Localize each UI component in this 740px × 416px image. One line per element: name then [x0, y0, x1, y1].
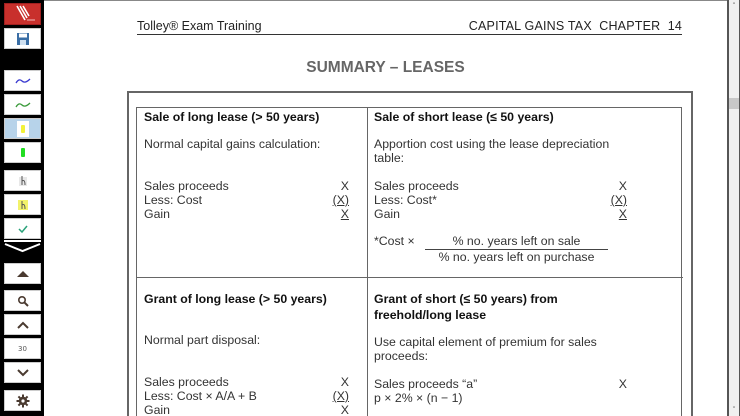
double-chevron-down-icon [4, 240, 41, 256]
chevron-down-icon [16, 369, 30, 377]
annotation-toolbar [0, 0, 44, 416]
calc-label: Sales proceeds [144, 375, 229, 389]
calc-row [144, 179, 349, 193]
cell-heading: Sale of short lease (≤ 50 years) [374, 110, 554, 124]
calc-value: X [618, 179, 627, 193]
cell-description: Use capital element of premium for sales proceeds: [374, 335, 597, 363]
scroll-top-button[interactable] [4, 263, 41, 284]
app-logo-button[interactable] [4, 3, 41, 25]
calc-label: Sales proceeds [144, 179, 229, 193]
cell-sale-long-lease [144, 109, 349, 221]
magnifier-icon [17, 295, 29, 307]
cell-heading: Grant of short (≤ 50 years) from freehold/long lease [374, 292, 558, 322]
formula-prefix: *Cost × [374, 234, 415, 248]
collapse-toolbar-button[interactable] [4, 240, 41, 256]
cell-description: Normal part disposal: [144, 333, 261, 347]
text-highlight-button[interactable] [4, 194, 41, 215]
calc-value: X [340, 179, 349, 193]
scrollbar-thumb[interactable] [729, 98, 739, 109]
blue-pen-stroke-icon [15, 76, 31, 86]
lease-summary-table [136, 107, 682, 416]
calc-label: Gain [144, 207, 170, 221]
text-highlight-icon [16, 198, 30, 212]
cost-apportion-formula [374, 234, 634, 266]
vertical-scrollbar[interactable] [727, 0, 740, 416]
green-highlighter-button[interactable] [4, 142, 41, 163]
green-highlighter-icon [19, 147, 27, 159]
table-divider-vertical [367, 108, 368, 416]
calc-label: Sales proceeds “a” [374, 377, 478, 391]
settings-button[interactable] [4, 390, 41, 411]
calc-label: Sales proceeds [374, 179, 459, 193]
gear-icon [16, 394, 30, 408]
save-button[interactable] [4, 28, 41, 49]
triangle-up-icon [16, 270, 30, 278]
check-button[interactable] [4, 218, 41, 239]
page-number-field[interactable] [4, 338, 41, 359]
cell-description: Normal capital gains calculation: [144, 137, 321, 151]
calc-row [144, 389, 349, 403]
text-select-button[interactable] [4, 170, 41, 191]
calc-row [144, 207, 349, 221]
formula-denominator: % no. years left on purchase [438, 250, 595, 264]
calc-value: (X) [332, 389, 349, 403]
search-button[interactable] [4, 290, 41, 311]
cell-grant-short-lease [374, 291, 627, 405]
calc-value: X [618, 377, 627, 391]
calc-label: Gain [144, 403, 170, 416]
calc-row [144, 375, 349, 389]
green-pen-stroke-icon [15, 100, 31, 110]
calc-value: X [340, 207, 349, 221]
calc-label: p × 2% × (n − 1) [374, 391, 463, 405]
yellow-highlighter-icon [17, 121, 29, 137]
calc-row [374, 207, 627, 221]
calc-label: Less: Cost × A/A + B [144, 389, 257, 403]
page-down-button[interactable] [4, 362, 41, 383]
calc-value: X [340, 375, 349, 389]
page-title: SUMMARY – LEASES [306, 59, 465, 76]
floppy-disk-icon [16, 32, 30, 46]
calc-label: Gain [374, 207, 400, 221]
blue-pen-button[interactable] [4, 70, 41, 91]
calc-row [374, 193, 627, 207]
formula-numerator: % no. years left on sale [425, 234, 608, 250]
table-divider-horizontal [137, 277, 683, 278]
page-header [137, 19, 682, 35]
page-up-button[interactable] [4, 314, 41, 335]
calc-row [374, 391, 627, 405]
cell-description: Apportion cost using the lease depreciation table: [374, 137, 610, 165]
text-cursor-icon [16, 174, 30, 188]
chevron-up-icon [16, 321, 30, 329]
calc-label: Less: Cost* [374, 193, 437, 207]
calc-value: (X) [332, 193, 349, 207]
calc-row [374, 179, 627, 193]
page-number: 30 [18, 344, 27, 353]
scroll-down-arrow-icon[interactable]: ˅ [732, 406, 736, 414]
header-publisher: Tolley® Exam Training [137, 19, 262, 33]
document-page [44, 0, 727, 416]
calc-label: Less: Cost [144, 193, 203, 207]
cell-grant-long-lease [144, 291, 349, 416]
cell-sale-short-lease [374, 109, 627, 221]
checkmark-icon [17, 224, 29, 234]
calc-value: (X) [610, 193, 627, 207]
calc-row [374, 377, 627, 391]
quill-logo-icon [8, 5, 38, 23]
calc-value: X [618, 207, 627, 221]
cell-heading: Grant of long lease (> 50 years) [144, 292, 327, 306]
calc-row [144, 403, 349, 416]
yellow-highlighter-button[interactable] [4, 118, 41, 139]
scroll-up-arrow-icon[interactable]: ˄ [732, 2, 736, 10]
cell-heading: Sale of long lease (> 50 years) [144, 110, 320, 124]
green-pen-button[interactable] [4, 94, 41, 115]
calc-row [144, 193, 349, 207]
header-chapter: CAPITAL GAINS TAX CHAPTER 14 [468, 19, 682, 33]
calc-value: X [340, 403, 349, 416]
